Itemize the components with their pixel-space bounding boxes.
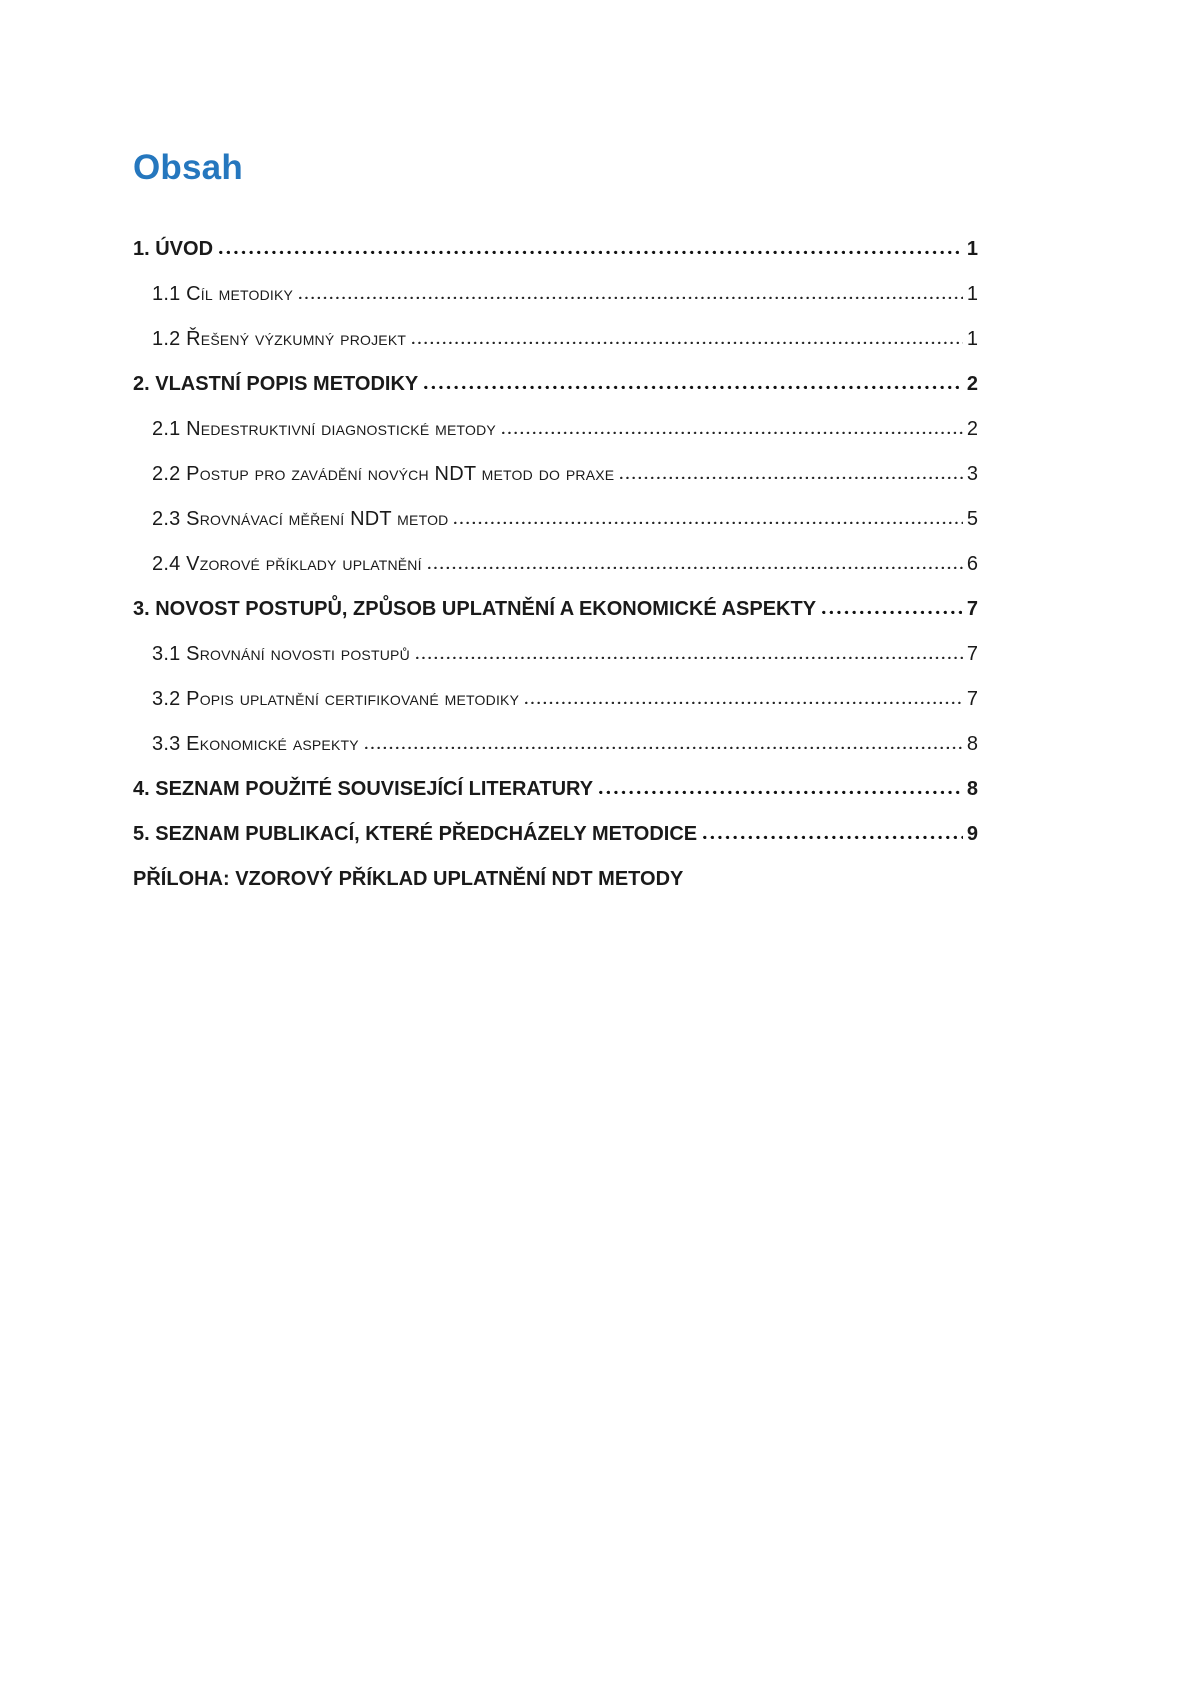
toc-entry: [133, 820, 978, 848]
dot-leader-icon: [416, 656, 963, 660]
page-title: Obsah: [133, 148, 243, 187]
toc-entry: [152, 415, 978, 443]
dot-leader-icon: [454, 521, 962, 525]
toc-entry: [152, 460, 978, 488]
toc-entry: [133, 370, 978, 398]
toc-entry-label: 2. VLASTNÍ POPIS METODIKY: [133, 373, 419, 395]
dot-leader-icon: [502, 431, 963, 435]
dot-leader-icon: [599, 790, 963, 795]
dot-leader-icon: [428, 566, 963, 570]
toc-entry: [133, 865, 978, 893]
toc-entry-label: 1.2 Řešený výzkumný projekt: [152, 328, 407, 350]
dot-leader-icon: [525, 701, 963, 705]
toc-list: [133, 235, 978, 893]
toc-entry-page: 1: [966, 328, 978, 350]
toc-entry: [152, 505, 978, 533]
toc-entry-page: 9: [966, 823, 978, 845]
dot-leader-icon: [412, 341, 963, 345]
toc-entry-page: 8: [966, 778, 978, 800]
toc-entry: [152, 685, 978, 713]
dot-leader-icon: [703, 835, 963, 840]
dot-leader-icon: [424, 385, 963, 390]
dot-leader-icon: [299, 296, 963, 300]
toc-entry-label: 2.4 Vzorové příklady uplatnění: [152, 553, 422, 575]
toc-entry-label: 3.3 Ekonomické aspekty: [152, 733, 359, 755]
toc-entry-label: PŘÍLOHA: VZOROVÝ PŘÍKLAD UPLATNĚNÍ NDT METODY: [133, 868, 684, 890]
toc-entry-label: 3.1 Srovnání novosti postupů: [152, 643, 410, 665]
toc-entry-label: 1. ÚVOD: [133, 238, 214, 260]
toc-entry-page: 1: [966, 283, 978, 305]
dot-leader-icon: [620, 476, 963, 480]
toc-entry-page: 7: [966, 598, 978, 620]
toc-entry-label: 2.1 Nedestruktivní diagnostické metody: [152, 418, 496, 440]
toc-entry-page: 2: [966, 373, 978, 395]
toc-entry-label: 1.1 Cíl metodiky: [152, 283, 294, 305]
dot-leader-icon: [365, 746, 963, 750]
toc-entry: [133, 775, 978, 803]
toc-entry-label: 5. SEZNAM PUBLIKACÍ, KTERÉ PŘEDCHÁZELY METODICE: [133, 823, 698, 845]
dot-leader-icon: [822, 610, 963, 615]
toc-entry: [152, 730, 978, 758]
toc-entry: [152, 280, 978, 308]
toc-entry: [133, 595, 978, 623]
toc-entry-page: 1: [966, 238, 978, 260]
toc-entry-label: 3.2 Popis uplatnění certifikované metodiky: [152, 688, 520, 710]
toc-entry-page: 2: [966, 418, 978, 440]
toc-entry-page: 8: [966, 733, 978, 755]
toc-entry-page: 5: [966, 508, 978, 530]
toc-entry-label: 2.3 Srovnávací měření NDT metod: [152, 508, 449, 530]
toc-entry: [152, 640, 978, 668]
toc-entry-label: 2.2 Postup pro zavádění nových NDT metod do praxe: [152, 463, 615, 485]
toc-entry: [152, 550, 978, 578]
toc-entry: [152, 325, 978, 353]
toc-section: [133, 0, 978, 910]
toc-entry-label: 4. SEZNAM POUŽITÉ SOUVISEJÍCÍ LITERATURY: [133, 778, 594, 800]
toc-entry-label: 3. NOVOST POSTUPŮ, ZPŮSOB UPLATNĚNÍ A EKONOMICKÉ ASPEKTY: [133, 598, 817, 620]
toc-entry-page: 7: [966, 643, 978, 665]
toc-entry: [133, 235, 978, 263]
toc-entry-page: 3: [966, 463, 978, 485]
dot-leader-icon: [219, 250, 963, 255]
toc-entry-page: 7: [966, 688, 978, 710]
toc-entry-page: 6: [966, 553, 978, 575]
